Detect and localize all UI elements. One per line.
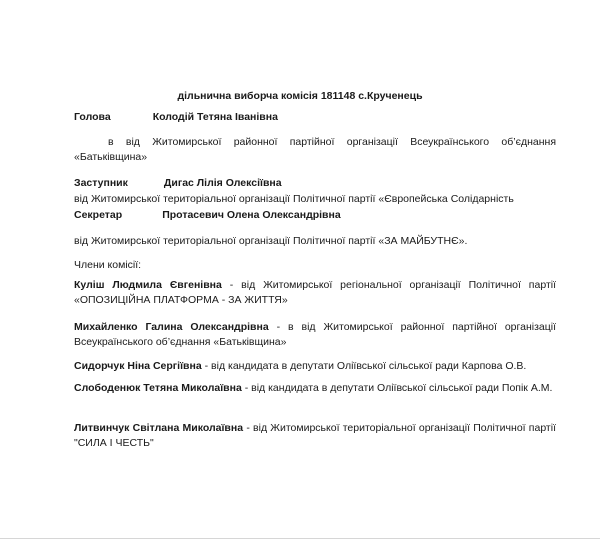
deputy-role: Заступник — [74, 177, 128, 189]
member-name: Михайленко Галина Олександрівна — [74, 321, 269, 333]
member-name: Литвинчук Світлана Миколаївна — [74, 422, 244, 434]
page-bottom-divider — [0, 538, 600, 539]
member-item — [74, 381, 556, 396]
deputy-affiliation: від Житомирської територіальної організації Політичної партії «Європейська Солідарність — [74, 193, 514, 205]
commission-title: дільнична виборча комісія 181148 с.Крученець — [177, 90, 423, 102]
member-name: Сидорчук Ніна Сергіївна — [74, 360, 202, 372]
head-affiliation: в від Житомирської районної партійної організації Всеукраїнського об’єднання «Батьківщина» — [74, 136, 556, 163]
head-name: Колодій Тетяна Іванівна — [152, 111, 278, 123]
member-name: Слободенюк Тетяна Миколаївна — [74, 382, 242, 394]
deputy-row — [74, 177, 282, 190]
head-role: Голова — [74, 111, 111, 123]
secretary-role: Секретар — [74, 209, 123, 221]
member-item — [74, 278, 556, 308]
member-affiliation: - в від Житомирської районної партійної організації Всеукраїнського об’єднання «Батьківщина» — [74, 321, 556, 348]
member-name: Куліш Людмила Євгенівна — [74, 279, 222, 291]
member-item — [74, 320, 556, 350]
member-affiliation: - від Житомирської територіальної організації Політичної партії "СИЛА І ЧЕСТЬ" — [74, 422, 556, 449]
member-affiliation: - від кандидата в депутати Оліївської сільської ради Попік А.М. — [244, 382, 553, 394]
head-row — [74, 111, 278, 124]
member-item — [74, 359, 556, 374]
member-item — [74, 421, 556, 451]
member-affiliation: - від Житомирської регіональної організації Політичної партії «ОПОЗИЦІЙНА ПЛАТФОРМА - ЗА ЖИТТЯ» — [74, 279, 556, 306]
members-label: Члени комісії: — [74, 259, 142, 271]
deputy-name: Дигас Лілія Олексіївна — [163, 177, 282, 189]
secretary-affiliation: від Житомирської територіальної організації Політичної партії «ЗА МАЙБУТНЄ». — [74, 235, 468, 247]
member-affiliation: - від кандидата в депутати Оліївської сільської ради Карпова О.В. — [204, 360, 527, 372]
secretary-name: Протасевич Олена Олександрівна — [162, 209, 341, 221]
secretary-row — [74, 209, 341, 222]
